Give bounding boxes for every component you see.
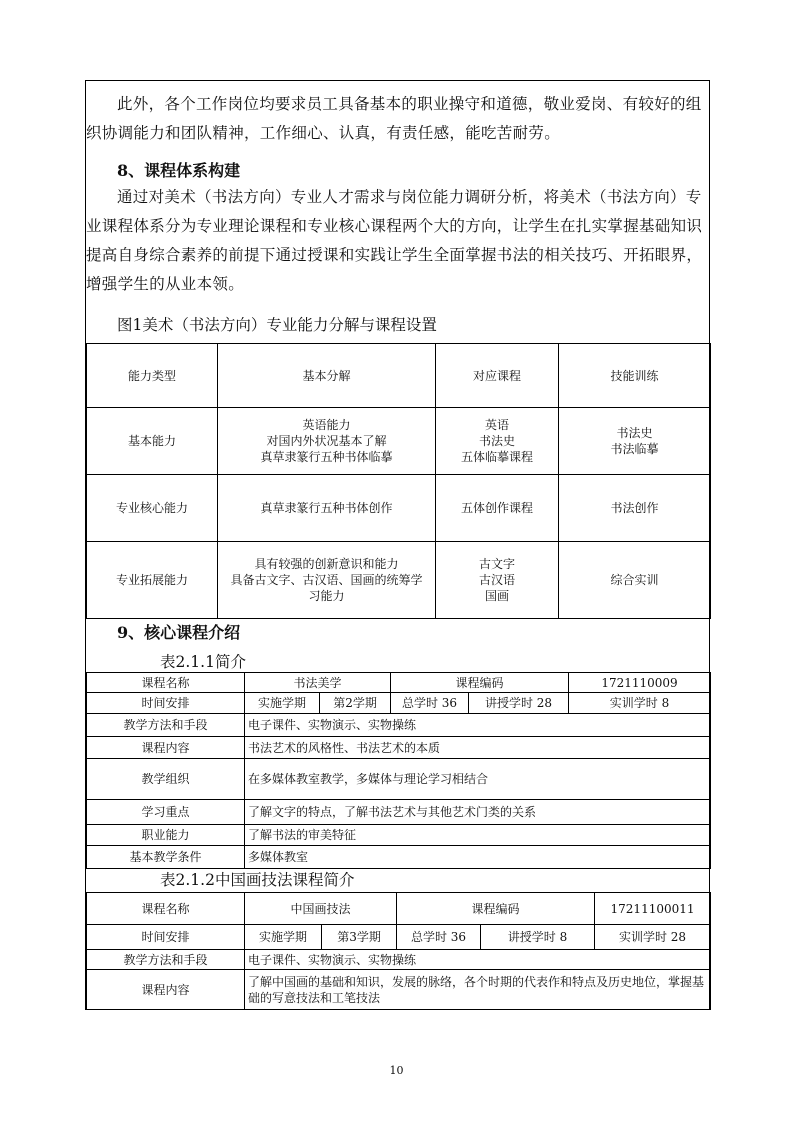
- course-code: 1721110009: [569, 673, 711, 693]
- ability-skills: [559, 408, 711, 475]
- ability-courses: [436, 475, 559, 542]
- course-line: 五体临摹课程: [460, 450, 533, 464]
- value-cell: 电子课件、实物演示、实物操练: [245, 714, 711, 737]
- skill-line: 综合实训: [610, 573, 659, 587]
- skill-line: 书法临摹: [610, 442, 659, 456]
- decomp-line: 具有较强的创新意识和能力: [254, 557, 399, 571]
- table-row: [87, 693, 711, 714]
- course-code: 17211100011: [595, 893, 711, 925]
- course-line: 五体创作课程: [460, 501, 533, 515]
- course-name: 中国画技法: [245, 893, 397, 925]
- figure-caption: 图1美术（书法方向）专业能力分解与课程设置: [117, 316, 437, 334]
- table-row: [87, 542, 711, 619]
- label-cell: 学习重点: [87, 800, 245, 825]
- lecture-hours: 讲授学时 28: [469, 693, 569, 714]
- ability-decomp: [218, 475, 436, 542]
- ability-skills: [559, 475, 711, 542]
- decomp-line: 对国内外状况基本了解: [266, 434, 387, 448]
- decomp-line: 真草隶篆行五种书体临摹: [260, 450, 393, 464]
- skill-line: 书法史: [616, 426, 653, 440]
- table1-caption: 表2.1.1简介: [160, 653, 246, 671]
- value-cell: 书法艺术的风格性、书法艺术的本质: [245, 737, 711, 759]
- decomp-line: 真草隶篆行五种书体创作: [260, 501, 393, 515]
- table-row: [87, 950, 711, 970]
- semester-label: 实施学期: [245, 693, 320, 714]
- practice-hours: 实训学时 8: [569, 693, 711, 714]
- table-row: [87, 737, 711, 759]
- ability-skills: [559, 542, 711, 619]
- ability-type: 专业拓展能力: [87, 542, 218, 619]
- table-row: [87, 846, 711, 869]
- value-cell: 了解中国画的基础和知识，发展的脉络，各个时期的代表作和特点及历史地位，掌握基础的写意技法和工笔技法: [245, 970, 711, 1010]
- header-cell: 对应课程: [436, 344, 559, 408]
- ability-type: 基本能力: [87, 408, 218, 475]
- decomp-line: 习能力: [308, 589, 345, 603]
- table-row: [87, 925, 711, 950]
- course-line: 英语: [484, 418, 509, 432]
- page-number: 10: [389, 1064, 404, 1077]
- heading-course-system: 8、课程体系构建: [117, 161, 241, 180]
- label-cell: 教学方法和手段: [87, 950, 245, 970]
- paragraph-intro: 此外，各个工作岗位均要求员工具备基本的职业操守和道德，敬业爱岗、有较好的组织协调能力和团队精神，工作细心、认真，有责任感，能吃苦耐劳。: [86, 95, 702, 142]
- label-cell: 教学方法和手段: [87, 714, 245, 737]
- ability-table: [86, 343, 711, 619]
- course-name: 书法美学: [245, 673, 391, 693]
- label-cell: 职业能力: [87, 825, 245, 846]
- ability-type: 专业核心能力: [87, 475, 218, 542]
- header-cell: 基本分解: [218, 344, 436, 408]
- heading-core-courses: 9、核心课程介绍: [117, 623, 241, 642]
- table2-caption: 表2.1.2中国画技法课程简介: [160, 871, 355, 889]
- table-row: [87, 408, 711, 475]
- total-hours: 总学时 36: [391, 693, 469, 714]
- decomp-line: 具备古文字、古汉语、国画的统筹学: [230, 573, 423, 587]
- course-line: 国画: [484, 589, 509, 603]
- practice-hours: 实训学时 28: [595, 925, 711, 950]
- ability-decomp: [218, 408, 436, 475]
- course-line: 古汉语: [478, 573, 515, 587]
- paragraph-course-system: 通过对美术（书法方向）专业人才需求与岗位能力调研分析，将美术（书法方向）专业课程体系分为专业理论课程和专业核心课程两个大的方向，让学生在扎实掌握基础知识提高自身综合素养的前提下通过授课和实践让学生全面掌握书法的相关技巧、开拓眼界，增强学生的从业本领。: [86, 188, 703, 293]
- decomp-line: 英语能力: [302, 418, 351, 432]
- table-row: [87, 825, 711, 846]
- label-cell: 课程名称: [87, 673, 245, 693]
- table-row: [87, 759, 711, 800]
- table-row: [87, 970, 711, 1010]
- value-cell: 了解书法的审美特征: [245, 825, 711, 846]
- course-table-2: [86, 892, 711, 1010]
- label-cell: 课程内容: [87, 737, 245, 759]
- header-cell: 技能训练: [559, 344, 711, 408]
- ability-decomp: [218, 542, 436, 619]
- lecture-hours: 讲授学时 8: [481, 925, 595, 950]
- course-line: 书法史: [478, 434, 515, 448]
- ability-courses: [436, 408, 559, 475]
- table-row: [87, 714, 711, 737]
- label-cell: 课程内容: [87, 970, 245, 1010]
- skill-line: 书法创作: [610, 501, 659, 515]
- label-cell: 课程编码: [397, 893, 595, 925]
- ability-table-header: [87, 344, 711, 408]
- semester-label: 实施学期: [245, 925, 322, 950]
- course-table-1: [86, 672, 711, 869]
- label-cell: 教学组织: [87, 759, 245, 800]
- label-cell: 时间安排: [87, 693, 245, 714]
- table-row: [87, 475, 711, 542]
- label-cell: 基本教学条件: [87, 846, 245, 869]
- header-cell: 能力类型: [87, 344, 218, 408]
- ability-courses: [436, 542, 559, 619]
- value-cell: 电子课件、实物演示、实物操练: [245, 950, 711, 970]
- total-hours: 总学时 36: [397, 925, 481, 950]
- value-cell: 在多媒体教室教学，多媒体与理论学习相结合: [245, 759, 711, 800]
- table-row: [87, 800, 711, 825]
- label-cell: 时间安排: [87, 925, 245, 950]
- table-row: [87, 673, 711, 693]
- label-cell: 课程名称: [87, 893, 245, 925]
- value-cell: 了解文字的特点，了解书法艺术与其他艺术门类的关系: [245, 800, 711, 825]
- value-cell: 多媒体教室: [245, 846, 711, 869]
- table-row: [87, 893, 711, 925]
- semester-value: 第2学期: [320, 693, 391, 714]
- semester-value: 第3学期: [322, 925, 397, 950]
- course-line: 古文字: [478, 557, 515, 571]
- label-cell: 课程编码: [391, 673, 569, 693]
